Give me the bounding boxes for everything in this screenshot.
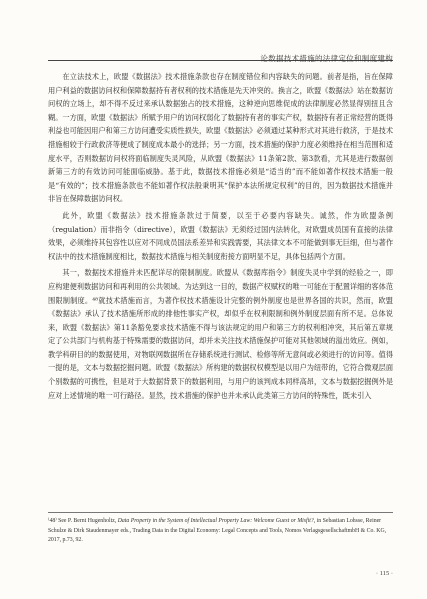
paragraph-3: 其一，数据技术措施并未匹配详尽的限制制度。欧盟从《数据库指令》制度失灵中学到的经验之一，即应构建便利数据访问和再利用的公共领域。为达到这一目的，数据产权赋权的唯一可能在于配置详细的客体范围限制制度。⁴⁸就技术措施而言，为著作权技术措施设计完整的例外制度也是世界各国的共识，然而，欧盟《数据法》承认了技术措施所形成的排他性事实产权，却似乎在权利限制和例外制度层面有所不足。总体说来，欧盟《数据法》第11条豁免要求技术措施不得与该法规定的用户和第三方的权利相冲突，其后第五章规定了公共部门与机构基于特殊需要的数据访问，却并未关注技术措施保护可能对其他领域的溢出效应。例如，教学科研目的的数据使用，对物联网数据所在存储系统进行测试、检修等所无意间或必须进行的访问等。值得一提的是，文本与数据挖掘问题。欧盟《数据法》所构建的数据权权模型是以用户为纽带的，它符合微观层面个别数据的可携性，但是对于大数据背景下的数据利用，与用户的该判成本同样高昂，文本与数据挖掘例外是应对上述情境的唯一可行路径。显然，技术措施的保护也并未承认此类第三方访问的特殊性，既未引入: [48, 268, 394, 400]
running-header: [48, 44, 393, 61]
running-title: 论数据技术措施的法律定位和制度建构: [260, 54, 393, 63]
page-number: · 115 ·: [375, 570, 393, 577]
footnote-lead: See P. Bernt Hugenholtz,: [58, 518, 118, 524]
footnote-title: Data Property in the System of Intellectual Property Law: Welcome Guest or Misfit?: [117, 518, 314, 524]
footnote-48: ⁽48⁾ See P. Bernt Hugenholtz, Data Property in the System of Intellectual Property Law: Welcome Guest or Misfit?, in Sebastian Lohsse, Reiner Schulze & Dirk Staudenmayer eds., Trading Data in the Digital Economy: Legal Concepts and Tools, Nomos VerlagsgesellschaftmbH & Co. KG, 2017, p.73, 92.: [48, 518, 387, 543]
paragraph-2: 此外，欧盟《数据法》技术措施条款过于简要，以至于必要内容缺失。诚然，作为欧盟条例（regulation）而非指令（directive），欧盟《数据法》无须经过国内法转化，对欧盟成员国有直接的法律效果，必须维持其包容性以应对不同成员国法系差异和实践需要，其法律文本不可能做到事无巨细，但与著作权法中的技术措施制度相比，数据技术措施与相关制度衔接方面明显不足，具体包括两个方面。: [48, 210, 394, 261]
main-text: [48, 70, 393, 405]
footnote-section: [48, 512, 393, 546]
footnote-tail: , in Sebastian Lohsse, Reiner Schulze & Dirk Staudenmayer eds., Trading Data in the Digital Economy: Legal Concepts and Tools, Nomos VerlagsgesellschaftmbH & Co. KG, 2017, p.73, 92.: [48, 518, 387, 543]
footnote-mark: 48: [49, 518, 56, 524]
paragraph-1: 在立法技术上，欧盟《数据法》技术措施条款也存在制度错位和内容缺失的问题。前者是指，旨在保障用户利益的数据访问权和保障数据持有者权利的技术措施是先天冲突的。换言之，欧盟《数据法》站在数据访问权的立场上，却不得不反过来承认数据独占的技术措施，这种逆向思维促成的法律制度必然显得别扭且含糊。一方面，欧盟《数据法》所赋予用户的访问权弱化了数据持有者的事实产权，数据持有者正常经营的既得利益也可能因用户和第三方访问遭受实质性损失，欧盟《数据法》必须通过某种形式对其进行救济，于是技术措施相较于行政救济等便成了制度成本最小的选择；另一方面，技术措施的保护力度必须维持在相当范围和适度水平，否则数据访问权将面临制度失灵风险，从欧盟《数据法》11条第2款、第3款看，尤其是进行数据创新第三方的有效访问可能面临威胁。基于此，数据技术措施必须是“适当的”而不能如著作权技术措施一般是“有效的”；技术措施条款也不能如著作权法般秉明其“保护本法所规定权利”的目的，因为数据技术措施并非旨在保障数据访问权。: [48, 72, 394, 204]
